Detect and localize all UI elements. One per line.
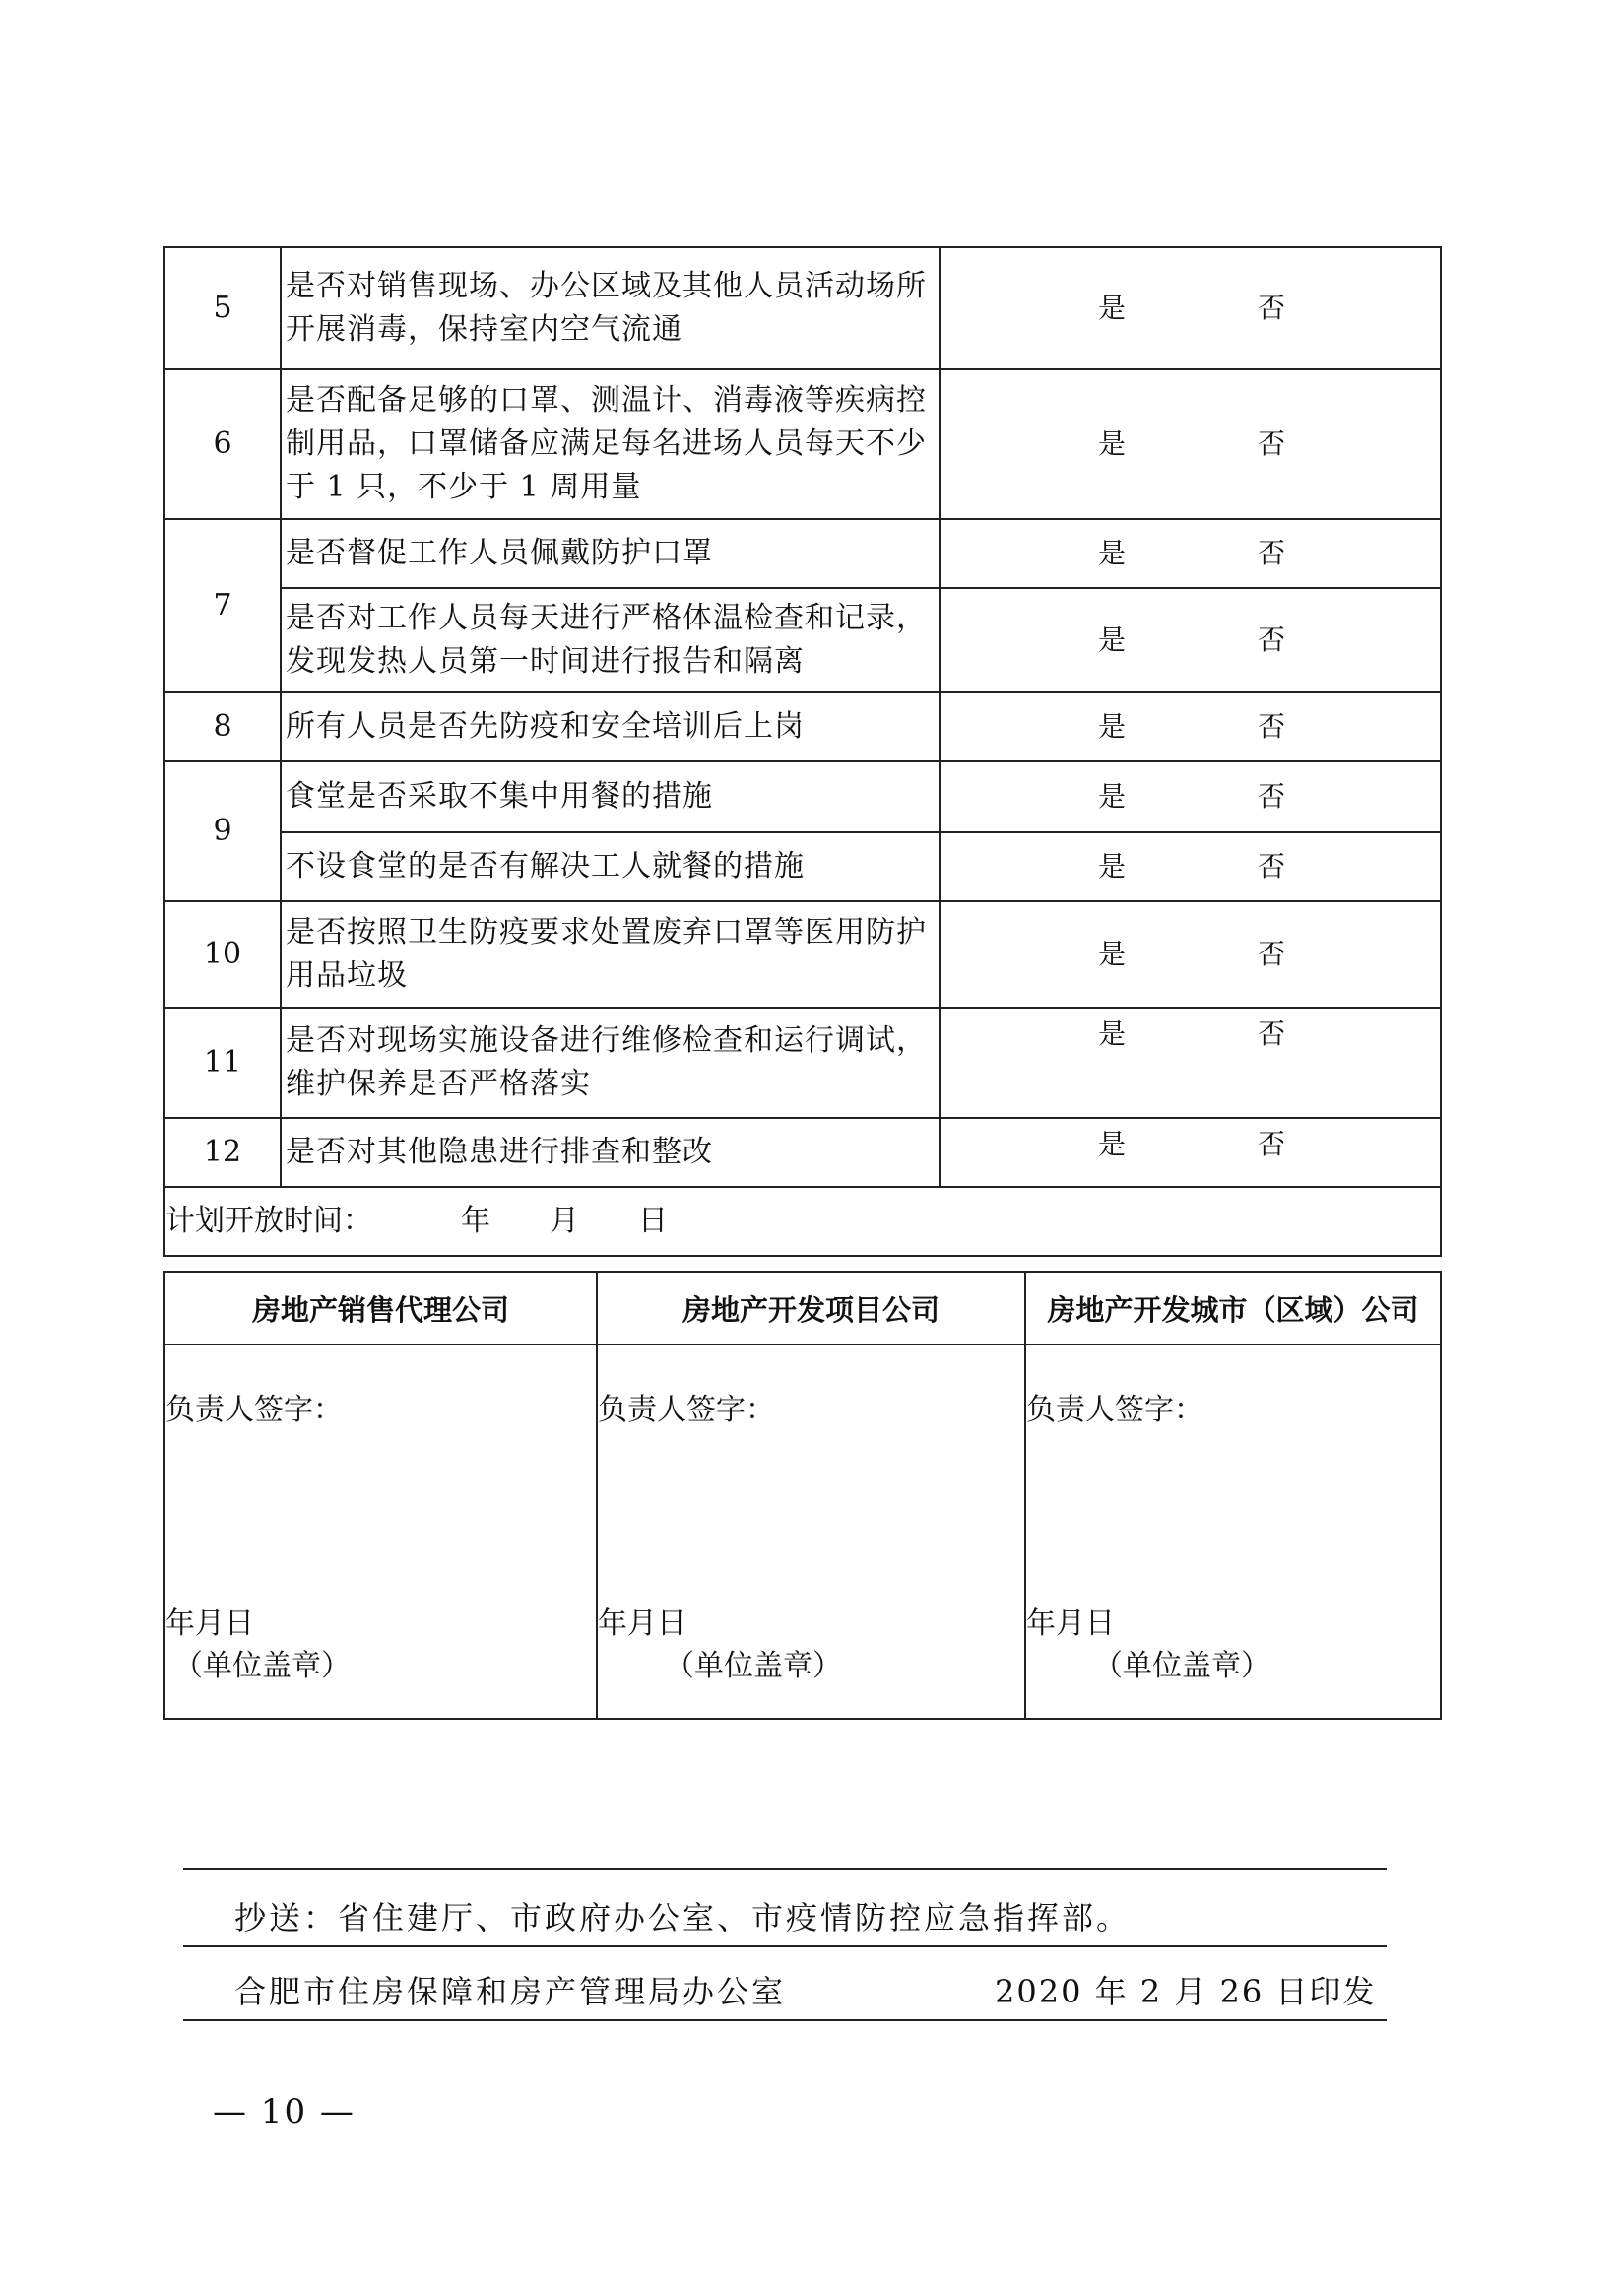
answer-cell (940, 369, 1441, 519)
checklist-item: 是否督促工作人员佩戴防护口罩 (281, 519, 940, 588)
page-number: — 10 — (213, 2092, 356, 2132)
answer-cell (940, 1008, 1441, 1118)
yes-option: 是 (1098, 780, 1127, 813)
signature-label: 负责人签字： (598, 1393, 775, 1427)
signature-cell (164, 1345, 597, 1719)
answer-cell (940, 832, 1441, 901)
yes-option: 是 (1098, 1017, 1127, 1050)
answer-cell (940, 247, 1441, 369)
checklist-item: 是否对其他隐患进行排查和整改 (281, 1118, 940, 1187)
no-option: 否 (1258, 1128, 1286, 1160)
table-row (164, 369, 1441, 519)
answer-cell (940, 901, 1441, 1008)
table-row (164, 832, 1441, 901)
company-header: 房地产开发城市（区域）公司 (1025, 1272, 1441, 1345)
answer-cell (940, 1118, 1441, 1187)
checklist-item: 是否对工作人员每天进行严格体温检查和记录，发现发热人员第一时间进行报告和隔离 (281, 588, 940, 692)
answer-cell (940, 519, 1441, 588)
signature-label: 负责人签字： (1026, 1393, 1203, 1427)
signature-label: 负责人签字： (165, 1393, 343, 1427)
checklist-table (163, 246, 1442, 1257)
yes-option: 是 (1098, 427, 1127, 460)
table-row (164, 519, 1441, 588)
no-option: 否 (1258, 850, 1286, 883)
signature-row (164, 1345, 1441, 1719)
signature-date: 年月日 (165, 1607, 254, 1641)
row-number: 12 (164, 1118, 281, 1187)
no-option: 否 (1258, 710, 1286, 743)
row-number: 6 (164, 369, 281, 519)
seal-note: （单位盖章） (1093, 1649, 1270, 1683)
yes-option: 是 (1098, 850, 1127, 883)
checklist-item: 食堂是否采取不集中用餐的措施 (281, 761, 940, 832)
divider (183, 1945, 1387, 1947)
yes-option: 是 (1098, 1128, 1127, 1160)
row-number: 7 (164, 519, 281, 692)
yes-option: 是 (1098, 623, 1127, 656)
yes-option: 是 (1098, 938, 1127, 970)
divider (183, 2019, 1387, 2021)
signature-cell (597, 1345, 1025, 1719)
table-row (164, 588, 1441, 692)
seal-note: （单位盖章） (665, 1649, 842, 1683)
no-option: 否 (1258, 780, 1286, 813)
answer-cell (940, 692, 1441, 761)
no-option: 否 (1258, 938, 1286, 970)
checklist-item: 是否对现场实施设备进行维修检查和运行调试，维护保养是否严格落实 (281, 1008, 940, 1118)
cc-line: 抄送：省住建厅、市政府办公室、市疫情防控应急指挥部。 (234, 1899, 1132, 1936)
table-row (164, 692, 1441, 761)
yes-option: 是 (1098, 537, 1127, 569)
table-row (164, 761, 1441, 832)
issuing-office: 合肥市住房保障和房产管理局办公室 (234, 1973, 787, 2010)
no-option: 否 (1258, 1017, 1286, 1050)
yes-option: 是 (1098, 292, 1127, 324)
signature-header-row (164, 1272, 1441, 1345)
seal-note: （单位盖章） (173, 1649, 351, 1683)
plan-year: 年 (461, 1204, 490, 1238)
plan-month: 月 (550, 1204, 579, 1238)
table-row (164, 247, 1441, 369)
table-row (164, 1118, 1441, 1187)
no-option: 否 (1258, 427, 1286, 460)
checklist-item: 是否按照卫生防疫要求处置废弃口罩等医用防护用品垃圾 (281, 901, 940, 1008)
answer-cell (940, 761, 1441, 832)
signature-table (163, 1271, 1442, 1720)
row-number: 11 (164, 1008, 281, 1118)
checklist-item: 不设食堂的是否有解决工人就餐的措施 (281, 832, 940, 901)
no-option: 否 (1258, 537, 1286, 569)
no-option: 否 (1258, 292, 1286, 324)
signature-date: 年月日 (1026, 1607, 1115, 1641)
no-option: 否 (1258, 623, 1286, 656)
plan-label: 计划开放时间： (165, 1204, 372, 1238)
row-number: 9 (164, 761, 281, 901)
checklist-item: 是否配备足够的口罩、测温计、消毒液等疾病控制用品，口罩储备应满足每名进场人员每天不少于 1 只，不少于 1 周用量 (281, 369, 940, 519)
answer-cell (940, 588, 1441, 692)
checklist-item: 是否对销售现场、办公区域及其他人员活动场所开展消毒，保持室内空气流通 (281, 247, 940, 369)
table-row (164, 901, 1441, 1008)
checklist-item: 所有人员是否先防疫和安全培训后上岗 (281, 692, 940, 761)
company-header: 房地产销售代理公司 (164, 1272, 597, 1345)
row-number: 10 (164, 901, 281, 1008)
issue-date: 2020 年 2 月 26 日印发 (995, 1973, 1377, 2010)
plan-day: 日 (638, 1204, 668, 1238)
plan-open-time (164, 1187, 1441, 1256)
plan-row (164, 1187, 1441, 1256)
divider (183, 1868, 1387, 1870)
row-number: 5 (164, 247, 281, 369)
plan-date-fields (461, 1200, 727, 1243)
signature-cell (1025, 1345, 1441, 1719)
table-row (164, 1008, 1441, 1118)
company-header: 房地产开发项目公司 (597, 1272, 1025, 1345)
row-number: 8 (164, 692, 281, 761)
signature-date: 年月日 (598, 1607, 686, 1641)
yes-option: 是 (1098, 710, 1127, 743)
